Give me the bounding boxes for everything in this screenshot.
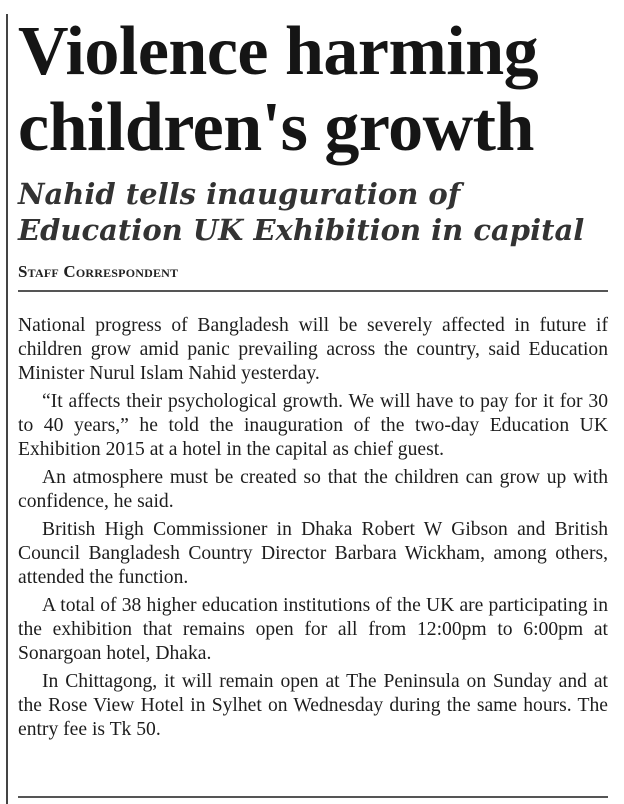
paragraph: “It affects their psychological growth. We will have to pay for it for 30 to 40 years,” he told the inauguration of the two-day Education UK Exhibition 2015 at a hotel in the capital as chief guest. — [18, 391, 608, 460]
column-rule-left — [6, 14, 8, 804]
news-article — [18, 14, 608, 742]
byline-divider — [18, 290, 608, 292]
subheadline: Nahid tells inauguration of Education UK Exhibition in capital — [18, 177, 585, 247]
paragraph: In Chittagong, it will remain open at The Peninsula on Sunday and at the Rose View Hotel in Sylhet on Wednesday during the same hours. The entry fee is Tk 50. — [18, 671, 608, 740]
headline: Violence harming children's growth — [18, 13, 539, 166]
paragraph: National progress of Bangladesh will be severely affected in future if children grow amid panic prevailing across the country, said Education Minister Nurul Islam Nahid yesterday. — [18, 315, 608, 384]
article-body — [18, 314, 608, 742]
paragraph: British High Commissioner in Dhaka Robert W Gibson and British Council Bangladesh Country Director Barbara Wickham, among others, attended the function. — [18, 519, 608, 588]
paragraph: A total of 38 higher education institutions of the UK are participating in the exhibition that remains open for all from 12:00pm to 6:00pm at Sonargoan hotel, Dhaka. — [18, 595, 608, 664]
bottom-divider — [18, 796, 608, 798]
paragraph: An atmosphere must be created so that the children can grow up with confidence, he said. — [18, 467, 608, 512]
byline: Staff Correspondent — [18, 262, 179, 281]
